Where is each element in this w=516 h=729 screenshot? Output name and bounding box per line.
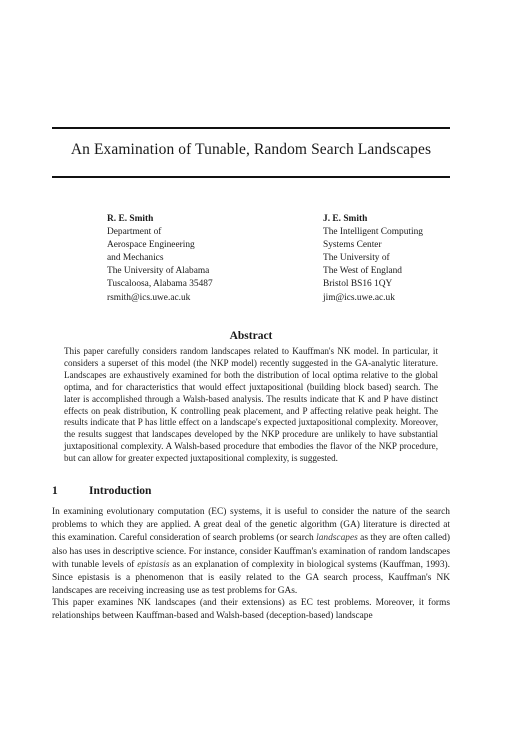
affiliation-line: The University of [323, 253, 390, 264]
affiliation-line: The University of Alabama [107, 266, 210, 277]
author-name: J. E. Smith [323, 214, 368, 224]
section-title: Introduction [89, 485, 152, 497]
affiliation-line: and Mechanics [107, 253, 164, 264]
abstract-heading: Abstract [229, 330, 273, 342]
emphasis-term: epistasis [137, 559, 170, 570]
section-number: 1 [52, 485, 58, 497]
author-name: R. E. Smith [107, 214, 154, 224]
affiliation-line: Systems Center [323, 240, 382, 251]
affiliation-line: Bristol BS16 1QY [323, 279, 393, 290]
section-heading [52, 485, 151, 497]
affiliation-line: Tuscaloosa, Alabama 35487 [107, 279, 213, 290]
title-rule-bottom [52, 176, 450, 178]
affiliation-line: Department of [107, 227, 162, 238]
body-paragraph-1 [52, 506, 450, 598]
author-email: rsmith@ics.uwe.ac.uk [107, 292, 191, 303]
affiliation-line: Aerospace Engineering [107, 240, 195, 251]
paragraph-text: as they are often called) also has uses in descriptive science. For instance, consider Kauffman's examination of random landscapes with tunable levels of [52, 533, 450, 570]
abstract-body: This paper carefully considers random landscapes related to Kauffman's NK model. In particular, it considers a superset of this model (the NKP model) recently suggested in the GA-analytic literature. Landscapes are exhaustively examined for both the distribution of local optima relative to the global optima, and for characteristics that would effect juxtapositional (building block based) search. The later is accomplished through a Walsh-based analysis. The results indicate that K and P have distinct effects on peak distribution, K controlling peak placement, and P affecting relative peak height. The results indicate that P has little effect on a landscape's expected juxtapositional complexity. Moreover, the results suggest that landscapes developed by the NKP procedure are unlikely to have substantial juxtapositional complexity. A Walsh-based procedure that embodies the flavor of the NKP procedure, but can allow for greater expected juxtapositional complexity, is suggested. [64, 346, 438, 464]
title-rule-top [52, 127, 450, 129]
author-block-2 [323, 213, 463, 305]
emphasis-term: landscapes [316, 533, 358, 544]
paragraph-text: as an explanation of complexity in biological systems (Kauffman, 1993). Since epistasis is a phenomenon that is easily related to the GA search process, Kauffman's NK landscapes are receiving increasing use as test problems for GAs. [52, 559, 450, 597]
body-paragraph-2: This paper examines NK landscapes (and their extensions) as EC test problems. Moreover, it forms relationships between Kauffman-based and Walsh-based (deception-based) landscape [52, 598, 450, 622]
author-block-1 [107, 213, 257, 305]
affiliation-line: The Intelligent Computing [323, 227, 423, 238]
paper-title: An Examination of Tunable, Random Search Landscapes [70, 141, 432, 158]
paragraph-text: In examining evolutionary computation (EC) systems, it is useful to consider the nature of the search problems to which they are applied. A great deal of the genetic algorithm (GA) literature is directed at this examination. Careful consideration of search problems (or search [52, 507, 450, 544]
affiliation-line: The West of England [323, 266, 402, 277]
author-email: jim@ics.uwe.ac.uk [323, 292, 395, 303]
